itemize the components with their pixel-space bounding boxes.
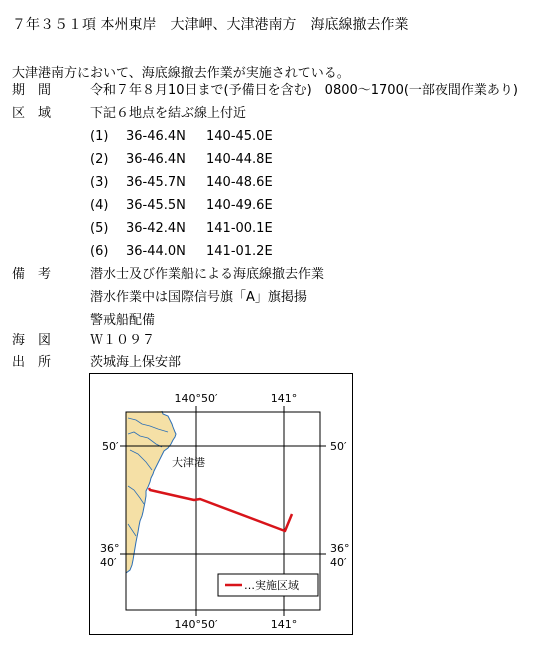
notice-intro: 大津港南方において、海底線撤去作業が実施されている。 bbox=[12, 66, 350, 81]
area-point bbox=[90, 197, 273, 215]
area-point bbox=[90, 243, 273, 261]
notice-title: ７年３５１項 本州東岸 大津岬、大津港南方 海底線撤去作業 bbox=[12, 17, 409, 33]
remarks-line: 警戒船配備 bbox=[90, 313, 156, 328]
point-number: (4) bbox=[90, 198, 109, 213]
area-point bbox=[90, 220, 273, 238]
point-longitude: 141-01.2E bbox=[206, 244, 273, 259]
point-latitude: 36-46.4N bbox=[126, 152, 186, 167]
lon-label-bottom-141: 141° bbox=[270, 618, 298, 631]
chart-value: Ｗ１０９７ bbox=[90, 333, 156, 348]
remarks-line: 潜水士及び作業船による海底線撤去作業 bbox=[90, 267, 325, 282]
area-map-svg bbox=[90, 374, 354, 636]
point-latitude: 36-46.4N bbox=[126, 129, 186, 144]
chart-label: 海 図 bbox=[12, 333, 52, 348]
lat-label-40-right-min: 40′ bbox=[330, 556, 347, 569]
work-area-route bbox=[149, 488, 292, 531]
point-longitude: 140-45.0E bbox=[206, 129, 273, 144]
source-value: 茨城海上保安部 bbox=[90, 355, 182, 370]
point-latitude: 36-45.7N bbox=[126, 175, 186, 190]
legend-label: …実施区域 bbox=[244, 579, 299, 592]
remarks-label: 備 考 bbox=[12, 267, 52, 282]
lon-label-top-141: 141° bbox=[270, 392, 298, 405]
point-number: (1) bbox=[90, 129, 109, 144]
lon-label-bottom-140-50: 140°50′ bbox=[174, 618, 218, 631]
remarks-line: 潜水作業中は国際信号旗「A」旗掲揚 bbox=[90, 290, 307, 305]
area-map bbox=[89, 373, 353, 635]
lat-label-36-left-deg: 36° bbox=[100, 542, 120, 555]
lon-label-top-140-50: 140°50′ bbox=[174, 392, 218, 405]
point-latitude: 36-42.4N bbox=[126, 221, 186, 236]
point-longitude: 140-49.6E bbox=[206, 198, 273, 213]
point-number: (5) bbox=[90, 221, 109, 236]
area-value: 下記６地点を結ぶ線上付近 bbox=[90, 106, 247, 121]
point-longitude: 141-00.1E bbox=[206, 221, 273, 236]
point-number: (2) bbox=[90, 152, 109, 167]
point-number: (6) bbox=[90, 244, 109, 259]
lat-label-40-left-min: 40′ bbox=[100, 556, 117, 569]
lat-label-50-right: 50′ bbox=[330, 440, 347, 453]
lat-label-36-right-deg: 36° bbox=[330, 542, 350, 555]
point-latitude: 36-44.0N bbox=[126, 244, 186, 259]
period-value: 令和７年８月10日まで(予備日を含む) 0800～1700(一部夜間作業あり) bbox=[90, 83, 518, 98]
point-number: (3) bbox=[90, 175, 109, 190]
area-point bbox=[90, 151, 273, 169]
lat-label-50-left: 50′ bbox=[102, 440, 119, 453]
point-longitude: 140-44.8E bbox=[206, 152, 273, 167]
point-latitude: 36-45.5N bbox=[126, 198, 186, 213]
area-point bbox=[90, 174, 273, 192]
place-label-otsu-port: 大津港 bbox=[172, 456, 205, 469]
area-label: 区 域 bbox=[12, 106, 52, 121]
land-area bbox=[126, 411, 176, 573]
source-label: 出 所 bbox=[12, 355, 52, 370]
point-longitude: 140-48.6E bbox=[206, 175, 273, 190]
period-label: 期 間 bbox=[12, 83, 52, 98]
area-point bbox=[90, 128, 273, 146]
